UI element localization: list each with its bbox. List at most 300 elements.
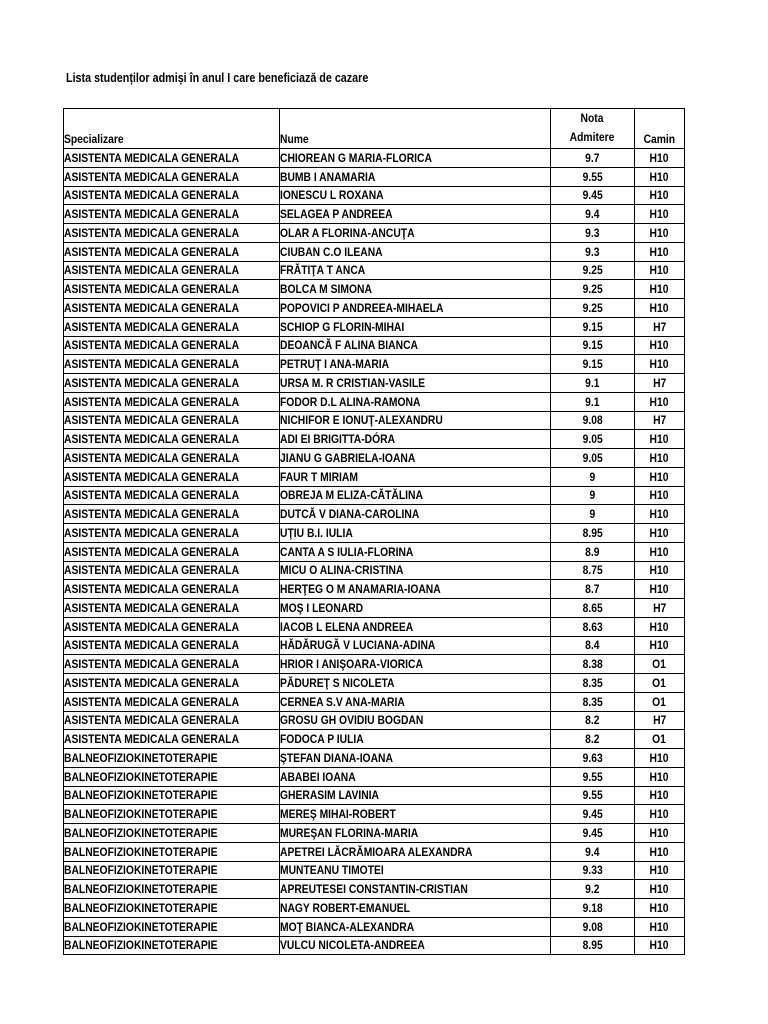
table-row xyxy=(64,430,685,449)
specializare-cell xyxy=(64,430,280,449)
nume-cell-text: MEREŞ MIHAI-ROBERT xyxy=(280,807,396,822)
nume-cell-text: POPOVICI P ANDREEA-MIHAELA xyxy=(280,300,444,315)
nota-cell-text: 9.4 xyxy=(585,844,600,859)
nota-cell-text: 9.15 xyxy=(582,357,603,372)
specializare-cell-text: ASISTENTA MEDICALA GENERALA xyxy=(64,563,240,578)
nota-cell xyxy=(551,617,635,636)
header-specializare-label: Specializare xyxy=(64,132,124,146)
camin-cell xyxy=(635,280,685,299)
nota-cell xyxy=(551,899,635,918)
specializare-cell xyxy=(64,805,280,824)
nume-cell xyxy=(280,805,551,824)
nume-cell-text: JIANU G GABRIELA-IOANA xyxy=(280,450,416,465)
nota-cell-text: 9.33 xyxy=(582,863,603,878)
nota-cell-text: 9.25 xyxy=(582,300,603,315)
nume-cell-text: FODOCA P IULIA xyxy=(280,732,364,747)
specializare-cell xyxy=(64,524,280,543)
table-row xyxy=(64,186,685,205)
specializare-cell-text: ASISTENTA MEDICALA GENERALA xyxy=(64,169,240,184)
camin-cell-text: H10 xyxy=(650,900,669,915)
table-row xyxy=(64,655,685,674)
nota-cell-text: 9 xyxy=(589,488,596,503)
table-row xyxy=(64,524,685,543)
specializare-cell-text: ASISTENTA MEDICALA GENERALA xyxy=(64,375,240,390)
nume-cell-text: APREUTESEI CONSTANTIN-CRISTIAN xyxy=(280,882,468,897)
nota-cell-text: 8.9 xyxy=(585,544,600,559)
camin-cell xyxy=(635,599,685,618)
table-row xyxy=(64,242,685,261)
nota-cell xyxy=(551,505,635,524)
nume-cell xyxy=(280,692,551,711)
camin-cell-text: H10 xyxy=(650,938,669,953)
specializare-cell-text: ASISTENTA MEDICALA GENERALA xyxy=(64,619,240,634)
camin-cell-text: H10 xyxy=(650,882,669,897)
table-row xyxy=(64,692,685,711)
nota-cell-text: 9.25 xyxy=(582,282,603,297)
nota-cell xyxy=(551,205,635,224)
camin-cell xyxy=(635,917,685,936)
header-nota-label: Nota xyxy=(581,111,604,125)
camin-cell-text: H10 xyxy=(650,263,669,278)
camin-cell xyxy=(635,242,685,261)
nota-cell xyxy=(551,299,635,318)
specializare-cell-text: ASISTENTA MEDICALA GENERALA xyxy=(64,450,240,465)
specializare-cell xyxy=(64,542,280,561)
nume-cell-text: MUNTEANU TIMOTEI xyxy=(280,863,384,878)
camin-cell xyxy=(635,149,685,168)
camin-cell-text: H10 xyxy=(650,169,669,184)
nume-cell-text: CIUBAN C.O ILEANA xyxy=(280,244,383,259)
nume-cell xyxy=(280,467,551,486)
table-row xyxy=(64,336,685,355)
nume-cell xyxy=(280,261,551,280)
nume-cell-text: HERŢEG O M ANAMARIA-IOANA xyxy=(280,582,441,597)
camin-cell-text: H10 xyxy=(650,394,669,409)
nota-cell-text: 9.18 xyxy=(582,900,603,915)
specializare-cell-text: ASISTENTA MEDICALA GENERALA xyxy=(64,432,240,447)
specializare-cell-text: BALNEOFIZIOKINETOTERAPIE xyxy=(64,769,218,784)
specializare-cell xyxy=(64,355,280,374)
nota-cell xyxy=(551,636,635,655)
table-row xyxy=(64,730,685,749)
nota-cell xyxy=(551,486,635,505)
nume-cell-text: MOŢ BIANCA-ALEXANDRA xyxy=(280,919,415,934)
nume-cell xyxy=(280,486,551,505)
nume-cell xyxy=(280,242,551,261)
nume-cell xyxy=(280,505,551,524)
camin-cell xyxy=(635,336,685,355)
table-row xyxy=(64,636,685,655)
specializare-cell xyxy=(64,842,280,861)
specializare-cell-text: BALNEOFIZIOKINETOTERAPIE xyxy=(64,844,218,859)
nota-cell-text: 8.2 xyxy=(585,732,600,747)
header-camin xyxy=(635,109,685,149)
camin-cell-text: H10 xyxy=(650,919,669,934)
nota-cell-text: 9.05 xyxy=(582,432,603,447)
nota-cell-text: 9.1 xyxy=(585,375,600,390)
nota-cell-text: 9.25 xyxy=(582,263,603,278)
page-title: Lista studenților admiși în anul I care beneficiază de cazare xyxy=(66,71,369,85)
table-row xyxy=(64,392,685,411)
specializare-cell xyxy=(64,280,280,299)
table-row xyxy=(64,167,685,186)
nume-cell xyxy=(280,786,551,805)
specializare-cell-text: BALNEOFIZIOKINETOTERAPIE xyxy=(64,750,218,765)
table-row xyxy=(64,467,685,486)
nota-cell xyxy=(551,374,635,393)
nota-cell-text: 9.7 xyxy=(585,150,600,165)
table-row xyxy=(64,411,685,430)
camin-cell xyxy=(635,224,685,243)
nume-cell-text: FAUR T MIRIAM xyxy=(280,469,358,484)
nota-cell xyxy=(551,524,635,543)
nume-cell xyxy=(280,542,551,561)
nume-cell-text: DEOANCĂ F ALINA BIANCA xyxy=(280,338,418,353)
header-nume-label: Nume xyxy=(280,132,309,146)
camin-cell-text: H10 xyxy=(650,150,669,165)
camin-cell-text: H7 xyxy=(652,600,667,615)
nume-cell xyxy=(280,149,551,168)
nume-cell xyxy=(280,205,551,224)
specializare-cell xyxy=(64,317,280,336)
nota-cell-text: 9.3 xyxy=(585,225,600,240)
nume-cell-text: APETREI LĂCRĂMIOARA ALEXANDRA xyxy=(280,844,473,859)
camin-cell-text: H7 xyxy=(652,319,667,334)
table-row xyxy=(64,936,685,955)
camin-cell xyxy=(635,880,685,899)
specializare-cell-text: ASISTENTA MEDICALA GENERALA xyxy=(64,319,240,334)
nume-cell-text: GHERASIM LAVINIA xyxy=(280,788,380,803)
camin-cell-text: H10 xyxy=(650,450,669,465)
specializare-cell xyxy=(64,505,280,524)
nume-cell-text: OBREJA M ELIZA-CĂTĂLINA xyxy=(280,488,423,503)
camin-cell xyxy=(635,561,685,580)
nota-cell xyxy=(551,561,635,580)
table-body xyxy=(64,149,685,955)
specializare-cell-text: ASISTENTA MEDICALA GENERALA xyxy=(64,263,240,278)
nota-cell xyxy=(551,411,635,430)
nota-cell-text: 8.35 xyxy=(582,694,603,709)
table-row xyxy=(64,599,685,618)
specializare-cell xyxy=(64,149,280,168)
camin-cell xyxy=(635,374,685,393)
header-row xyxy=(64,109,685,149)
specializare-cell-text: ASISTENTA MEDICALA GENERALA xyxy=(64,207,240,222)
nota-cell xyxy=(551,186,635,205)
nota-cell-text: 8.7 xyxy=(585,582,600,597)
camin-cell xyxy=(635,205,685,224)
nota-cell-text: 9.2 xyxy=(585,882,600,897)
header-nota-admitere xyxy=(551,109,635,149)
specializare-cell-text: ASISTENTA MEDICALA GENERALA xyxy=(64,675,240,690)
nota-cell-text: 9.08 xyxy=(582,919,603,934)
nota-cell xyxy=(551,599,635,618)
header-camin-label: Camin xyxy=(643,132,676,146)
camin-cell-text: H10 xyxy=(650,638,669,653)
nume-cell-text: FODOR D.L ALINA-RAMONA xyxy=(280,394,421,409)
table-row xyxy=(64,842,685,861)
nota-cell-text: 9.45 xyxy=(582,807,603,822)
specializare-cell xyxy=(64,205,280,224)
nume-cell xyxy=(280,186,551,205)
nume-cell xyxy=(280,336,551,355)
camin-cell-text: O1 xyxy=(652,675,667,690)
camin-cell-text: H10 xyxy=(650,844,669,859)
specializare-cell-text: ASISTENTA MEDICALA GENERALA xyxy=(64,732,240,747)
nota-cell xyxy=(551,336,635,355)
camin-cell-text: H10 xyxy=(650,788,669,803)
table-row xyxy=(64,149,685,168)
camin-cell xyxy=(635,299,685,318)
specializare-cell-text: ASISTENTA MEDICALA GENERALA xyxy=(64,694,240,709)
students-table xyxy=(63,108,685,955)
nume-cell xyxy=(280,842,551,861)
nume-cell-text: CANTA A S IULIA-FLORINA xyxy=(280,544,414,559)
camin-cell xyxy=(635,692,685,711)
camin-cell-text: H10 xyxy=(650,582,669,597)
camin-cell xyxy=(635,824,685,843)
nume-cell xyxy=(280,430,551,449)
nume-cell-text: NICHIFOR E IONUŢ-ALEXANDRU xyxy=(280,413,443,428)
camin-cell xyxy=(635,767,685,786)
specializare-cell-text: ASISTENTA MEDICALA GENERALA xyxy=(64,544,240,559)
nume-cell xyxy=(280,880,551,899)
camin-cell xyxy=(635,580,685,599)
camin-cell xyxy=(635,636,685,655)
camin-cell-text: H10 xyxy=(650,563,669,578)
specializare-cell xyxy=(64,299,280,318)
nume-cell xyxy=(280,655,551,674)
camin-cell-text: H10 xyxy=(650,863,669,878)
specializare-cell xyxy=(64,261,280,280)
nume-cell xyxy=(280,824,551,843)
camin-cell xyxy=(635,861,685,880)
nume-cell-text: SCHIOP G FLORIN-MIHAI xyxy=(280,319,405,334)
nume-cell-text: URSA M. R CRISTIAN-VASILE xyxy=(280,375,426,390)
nume-cell-text: ŞTEFAN DIANA-IOANA xyxy=(280,750,393,765)
specializare-cell-text: ASISTENTA MEDICALA GENERALA xyxy=(64,507,240,522)
camin-cell xyxy=(635,392,685,411)
camin-cell xyxy=(635,467,685,486)
nota-cell xyxy=(551,824,635,843)
nume-cell xyxy=(280,674,551,693)
nota-cell xyxy=(551,542,635,561)
specializare-cell-text: BALNEOFIZIOKINETOTERAPIE xyxy=(64,788,218,803)
nota-cell-text: 9.4 xyxy=(585,207,600,222)
nota-cell-text: 9.45 xyxy=(582,188,603,203)
specializare-cell xyxy=(64,917,280,936)
nota-cell-text: 9.55 xyxy=(582,788,603,803)
specializare-cell xyxy=(64,392,280,411)
nume-cell-text: PĂDUREŢ S NICOLETA xyxy=(280,675,395,690)
camin-cell xyxy=(635,186,685,205)
nume-cell-text: ADI EI BRIGITTA-DÓRA xyxy=(280,432,396,447)
camin-cell-text: O1 xyxy=(652,657,667,672)
camin-cell xyxy=(635,167,685,186)
specializare-cell xyxy=(64,711,280,730)
camin-cell-text: O1 xyxy=(652,694,667,709)
nota-cell-text: 8.2 xyxy=(585,713,600,728)
nume-cell xyxy=(280,392,551,411)
camin-cell xyxy=(635,674,685,693)
specializare-cell-text: ASISTENTA MEDICALA GENERALA xyxy=(64,600,240,615)
specializare-cell xyxy=(64,936,280,955)
camin-cell xyxy=(635,542,685,561)
specializare-cell xyxy=(64,411,280,430)
nume-cell xyxy=(280,561,551,580)
nume-cell xyxy=(280,730,551,749)
nota-cell-text: 8.63 xyxy=(582,619,603,634)
camin-cell-text: H10 xyxy=(650,525,669,540)
nume-cell xyxy=(280,224,551,243)
specializare-cell-text: ASISTENTA MEDICALA GENERALA xyxy=(64,225,240,240)
nota-cell xyxy=(551,767,635,786)
specializare-cell xyxy=(64,617,280,636)
specializare-cell xyxy=(64,242,280,261)
table-row xyxy=(64,767,685,786)
specializare-cell-text: ASISTENTA MEDICALA GENERALA xyxy=(64,469,240,484)
nota-cell xyxy=(551,430,635,449)
nota-cell-text: 9 xyxy=(589,469,596,484)
specializare-cell-text: ASISTENTA MEDICALA GENERALA xyxy=(64,357,240,372)
specializare-cell xyxy=(64,599,280,618)
specializare-cell-text: BALNEOFIZIOKINETOTERAPIE xyxy=(64,807,218,822)
specializare-cell-text: BALNEOFIZIOKINETOTERAPIE xyxy=(64,825,218,840)
nume-cell-text: VULCU NICOLETA-ANDREEA xyxy=(280,938,425,953)
nume-cell-text: PETRUŢ I ANA-MARIA xyxy=(280,357,390,372)
camin-cell-text: H10 xyxy=(650,807,669,822)
camin-cell xyxy=(635,786,685,805)
nume-cell-text: MUREŞAN FLORINA-MARIA xyxy=(280,825,419,840)
specializare-cell-text: BALNEOFIZIOKINETOTERAPIE xyxy=(64,900,218,915)
nota-cell xyxy=(551,917,635,936)
camin-cell-text: H10 xyxy=(650,338,669,353)
table-row xyxy=(64,824,685,843)
specializare-cell-text: ASISTENTA MEDICALA GENERALA xyxy=(64,713,240,728)
specializare-cell-text: ASISTENTA MEDICALA GENERALA xyxy=(64,300,240,315)
table-row xyxy=(64,355,685,374)
nota-cell xyxy=(551,880,635,899)
camin-cell xyxy=(635,842,685,861)
nume-cell xyxy=(280,599,551,618)
camin-cell-text: H10 xyxy=(650,432,669,447)
specializare-cell-text: ASISTENTA MEDICALA GENERALA xyxy=(64,413,240,428)
specializare-cell xyxy=(64,336,280,355)
table-row xyxy=(64,617,685,636)
specializare-cell-text: BALNEOFIZIOKINETOTERAPIE xyxy=(64,882,218,897)
table-row xyxy=(64,880,685,899)
camin-cell-text: H10 xyxy=(650,282,669,297)
specializare-cell-text: ASISTENTA MEDICALA GENERALA xyxy=(64,525,240,540)
camin-cell xyxy=(635,655,685,674)
camin-cell-text: H10 xyxy=(650,244,669,259)
specializare-cell-text: ASISTENTA MEDICALA GENERALA xyxy=(64,150,240,165)
nota-cell xyxy=(551,861,635,880)
table-row xyxy=(64,280,685,299)
specializare-cell xyxy=(64,749,280,768)
nota-cell xyxy=(551,936,635,955)
nume-cell-text: NAGY ROBERT-EMANUEL xyxy=(280,900,410,915)
camin-cell xyxy=(635,355,685,374)
table-row xyxy=(64,317,685,336)
table-row xyxy=(64,374,685,393)
specializare-cell xyxy=(64,186,280,205)
nume-cell-text: GROSU GH OVIDIU BOGDAN xyxy=(280,713,424,728)
specializare-cell-text: ASISTENTA MEDICALA GENERALA xyxy=(64,657,240,672)
table-row xyxy=(64,917,685,936)
camin-cell-text: H10 xyxy=(650,300,669,315)
nume-cell xyxy=(280,411,551,430)
table-row xyxy=(64,486,685,505)
nota-cell-text: 9.45 xyxy=(582,825,603,840)
header-nume xyxy=(280,109,551,149)
camin-cell-text: H7 xyxy=(652,375,667,390)
camin-cell-text: H10 xyxy=(650,469,669,484)
camin-cell-text: H10 xyxy=(650,207,669,222)
specializare-cell xyxy=(64,167,280,186)
nume-cell-text: UŢIU B.I. IULIA xyxy=(280,525,353,540)
specializare-cell-text: ASISTENTA MEDICALA GENERALA xyxy=(64,488,240,503)
specializare-cell xyxy=(64,449,280,468)
nume-cell xyxy=(280,524,551,543)
camin-cell xyxy=(635,430,685,449)
nume-cell xyxy=(280,636,551,655)
nota-cell-text: 9.08 xyxy=(582,413,603,428)
specializare-cell-text: ASISTENTA MEDICALA GENERALA xyxy=(64,244,240,259)
camin-cell-text: H10 xyxy=(650,825,669,840)
specializare-cell xyxy=(64,467,280,486)
nota-cell-text: 9.63 xyxy=(582,750,603,765)
table-row xyxy=(64,786,685,805)
nota-cell xyxy=(551,692,635,711)
nume-cell xyxy=(280,317,551,336)
nota-cell xyxy=(551,786,635,805)
camin-cell xyxy=(635,711,685,730)
specializare-cell xyxy=(64,224,280,243)
nume-cell-text: SELAGEA P ANDREEA xyxy=(280,207,393,222)
specializare-cell-text: BALNEOFIZIOKINETOTERAPIE xyxy=(64,863,218,878)
nota-cell-text: 8.75 xyxy=(582,563,603,578)
specializare-cell xyxy=(64,899,280,918)
nota-cell xyxy=(551,805,635,824)
specializare-cell xyxy=(64,486,280,505)
nota-cell xyxy=(551,242,635,261)
nota-cell-text: 9.1 xyxy=(585,394,600,409)
nota-cell-text: 9.55 xyxy=(582,169,603,184)
specializare-cell xyxy=(64,730,280,749)
camin-cell-text: H7 xyxy=(652,413,667,428)
nota-cell-text: 8.38 xyxy=(582,657,603,672)
camin-cell xyxy=(635,617,685,636)
nota-cell-text: 8.95 xyxy=(582,525,603,540)
nota-cell-text: 9.05 xyxy=(582,450,603,465)
table-row xyxy=(64,299,685,318)
table-row xyxy=(64,261,685,280)
table-row xyxy=(64,749,685,768)
specializare-cell-text: ASISTENTA MEDICALA GENERALA xyxy=(64,338,240,353)
nume-cell xyxy=(280,711,551,730)
nota-cell xyxy=(551,580,635,599)
specializare-cell xyxy=(64,692,280,711)
table-row xyxy=(64,861,685,880)
camin-cell-text: H7 xyxy=(652,713,667,728)
camin-cell xyxy=(635,936,685,955)
header-admitere-label: Admitere xyxy=(570,130,615,144)
camin-cell xyxy=(635,805,685,824)
specializare-cell-text: ASISTENTA MEDICALA GENERALA xyxy=(64,638,240,653)
nota-cell xyxy=(551,655,635,674)
table-row xyxy=(64,805,685,824)
